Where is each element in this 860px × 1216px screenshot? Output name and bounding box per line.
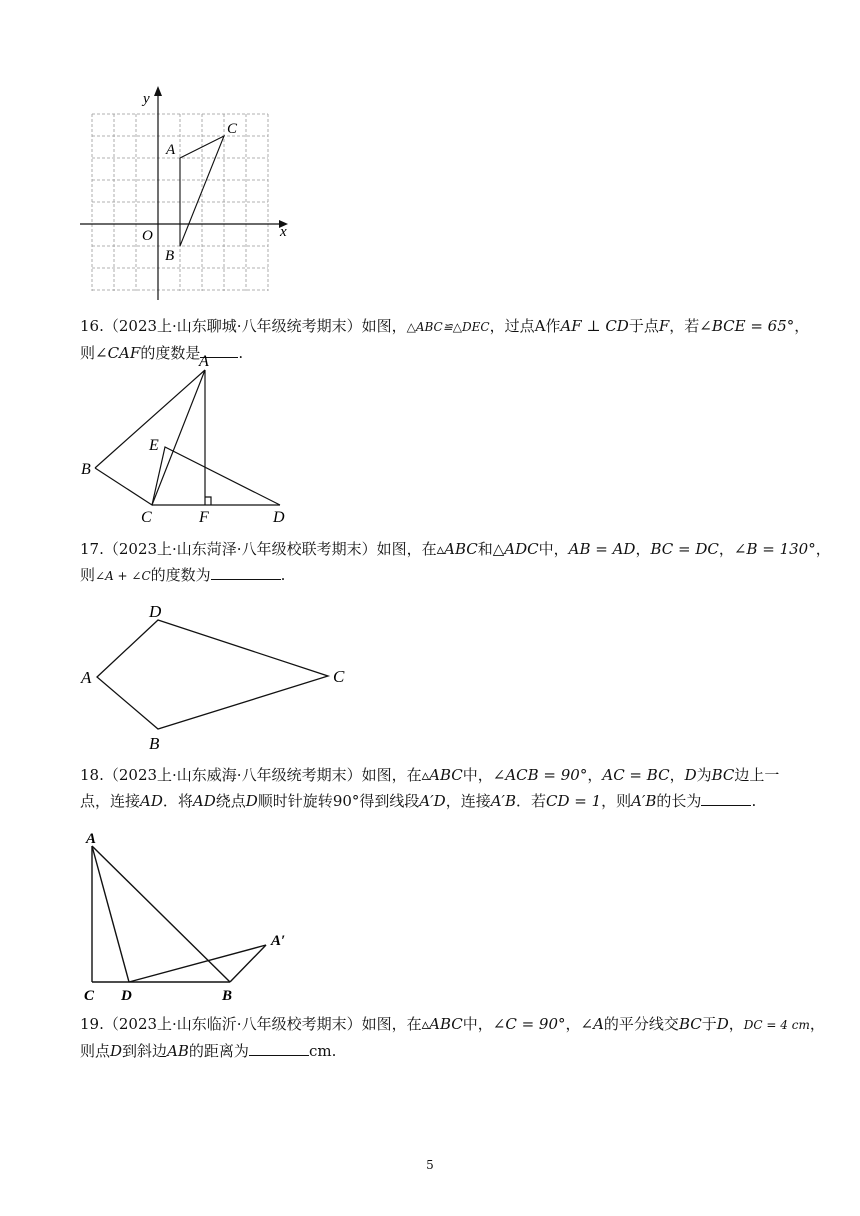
text: ， (635, 540, 651, 558)
q19-line1 (80, 1011, 825, 1038)
math: AC = BC (602, 766, 670, 784)
text: 的距离为 (188, 1042, 249, 1060)
text: 则点 (80, 1042, 111, 1060)
text: 的度数为 (150, 566, 211, 584)
text: ， (809, 1015, 825, 1033)
text: ， (794, 317, 810, 335)
text: 中， (462, 1015, 493, 1033)
text: ， (669, 766, 685, 784)
label-a: A (81, 668, 92, 687)
label-o: O (142, 228, 153, 244)
text: 的度数是 (140, 344, 201, 362)
text: ， (587, 766, 603, 784)
label-c: C (141, 509, 152, 526)
text: ， (815, 540, 831, 558)
math: △ABC≌△DEC (406, 320, 490, 334)
text: ，连接 (445, 792, 491, 810)
math: AB = AD (568, 540, 636, 558)
math: ▵ABC (421, 766, 463, 784)
text: 作 (545, 317, 561, 335)
math: AD (192, 792, 216, 810)
math: A′B (631, 792, 657, 810)
segment-a-d (92, 846, 129, 982)
math: A (534, 317, 546, 335)
math: ∠A + ∠C (95, 569, 151, 583)
text: 于点 (628, 317, 659, 335)
text: 如图，在 (361, 1015, 422, 1033)
question-number: 16. (80, 317, 104, 335)
question-source: （2023上·山东聊城·八年级统考期末） (103, 317, 362, 335)
text: 的平分线交 (603, 1015, 679, 1033)
math: BC (678, 1015, 702, 1033)
text: . (280, 566, 286, 584)
text: 则 (80, 566, 96, 584)
text: 到斜边 (122, 1042, 168, 1060)
math: ∠B = 130° (733, 540, 816, 558)
math: BC = DC (650, 540, 719, 558)
page-number: 5 (426, 1158, 434, 1172)
label-a-prime: A′ (271, 933, 286, 949)
answer-blank[interactable] (249, 1040, 309, 1056)
math: A′B (490, 792, 516, 810)
text: . (751, 792, 757, 810)
text: 中， (538, 540, 569, 558)
math: △ADC (492, 540, 539, 558)
math: ▵ABC (436, 540, 478, 558)
question-source: （2023上·山东菏泽·八年级校联考期末） (103, 540, 377, 558)
math: CD = 1 (545, 792, 602, 810)
question-source: （2023上·山东威海·八年级统考期末） (103, 766, 362, 784)
label-b: B (149, 734, 160, 753)
question-source: （2023上·山东临沂·八年级校考期末） (103, 1015, 362, 1033)
label-d: D (121, 988, 132, 1004)
math: ∠BCE = 65° (699, 317, 795, 335)
text: 边上一 (734, 766, 780, 784)
math: D (110, 1042, 123, 1060)
text: . (238, 344, 244, 362)
label-y: y (143, 91, 150, 107)
text: ．若 (515, 792, 546, 810)
math: ∠A (580, 1015, 604, 1033)
math: DC = 4 cm (743, 1018, 810, 1032)
text: ， (728, 1015, 744, 1033)
text: 得到线段 (359, 792, 420, 810)
math: BC (711, 766, 735, 784)
label-b: B (165, 248, 175, 264)
text: 绕点 (215, 792, 246, 810)
math: AB (167, 1042, 189, 1060)
segment-a-b (92, 846, 230, 982)
question-number: 19. (80, 1015, 104, 1033)
text: 的长为 (656, 792, 702, 810)
label-c: C (333, 667, 345, 686)
label-d: D (273, 509, 285, 526)
label-a: A (166, 142, 176, 158)
text: 如图， (361, 317, 407, 335)
text: . (331, 1042, 337, 1060)
question-19 (80, 1011, 825, 1064)
text: ，过点 (489, 317, 535, 335)
text: 为 (696, 766, 712, 784)
text: 如图，在 (376, 540, 437, 558)
label-c: C (227, 121, 238, 137)
math: ∠ACB = 90° (492, 766, 588, 784)
text: ，则 (601, 792, 632, 810)
text: 则 (80, 344, 96, 362)
math: ▵ABC (421, 1015, 463, 1033)
math: D (684, 766, 697, 784)
math: D (245, 792, 258, 810)
math: 90° (332, 792, 360, 810)
text: 和 (477, 540, 493, 558)
question-number: 18. (80, 766, 104, 784)
label-a: A (86, 831, 97, 847)
q19-line2 (80, 1038, 825, 1064)
text: ， (565, 1015, 581, 1033)
label-c: C (84, 988, 95, 1004)
math: AF ⊥ CD (560, 317, 629, 335)
label-b: B (222, 988, 233, 1004)
math: D (716, 1015, 729, 1033)
label-b: B (81, 461, 91, 478)
math: ∠CAF (95, 344, 141, 362)
label-d: D (149, 602, 162, 621)
label-f: F (199, 509, 209, 526)
text: ， (718, 540, 734, 558)
text: ，若 (669, 317, 700, 335)
label-a: A (199, 353, 209, 370)
text: 中， (462, 766, 493, 784)
text: 顺时针旋转 (257, 792, 333, 810)
math: F (658, 317, 670, 335)
text: 点，连接 (80, 792, 141, 810)
question-number: 17. (80, 540, 104, 558)
text: ．将 (162, 792, 193, 810)
math: AD (140, 792, 163, 810)
label-e: E (149, 437, 159, 454)
unit: cm (308, 1042, 332, 1060)
label-x: x (280, 224, 287, 240)
text: 如图，在 (361, 766, 422, 784)
math: A′D (419, 792, 446, 810)
text: 于 (701, 1015, 717, 1033)
math: ∠C = 90° (492, 1015, 566, 1033)
